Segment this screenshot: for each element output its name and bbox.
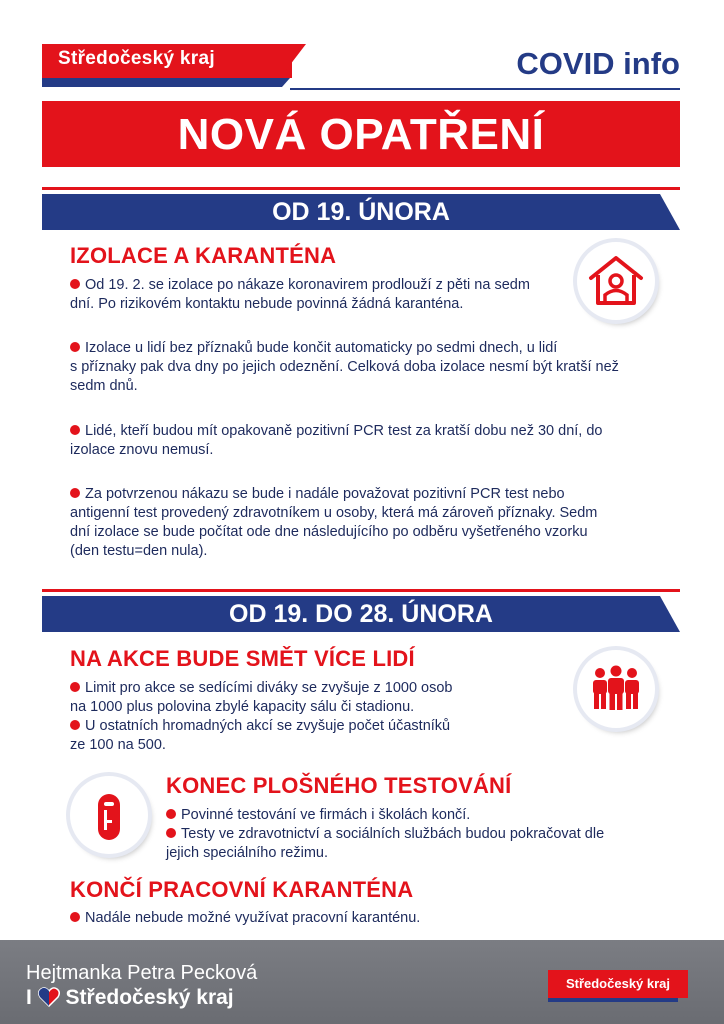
section2-bar-notch <box>660 596 680 632</box>
testing-heading: KONEC PLOŠNÉHO TESTOVÁNÍ <box>166 773 512 798</box>
bullet-dot <box>70 425 80 435</box>
footer-brand-badge: Středočeský kraj <box>548 970 688 998</box>
isolation-paragraph-3: Lidé, kteří budou mít opakovaně pozitivní PCR test za kratší dobu než 30 dní, do izolace znovu nemusí. <box>70 423 603 458</box>
footer-governor: Hejtmanka Petra Pecková <box>26 962 258 984</box>
brand-banner-stripe-cut <box>282 78 290 87</box>
work-quarantine-list <box>70 909 670 928</box>
list-item: U ostatních hromadných akcí se zvyšuje počet účastníků ze 100 na 500. <box>70 718 451 753</box>
section1-bar-stripe <box>42 187 680 190</box>
brand-name: Středočeský kraj <box>58 48 215 69</box>
bullet-dot <box>70 912 80 922</box>
events-list <box>70 679 550 755</box>
test-tube-icon <box>70 776 148 854</box>
bullet-dot <box>70 279 80 289</box>
section2-bar: OD 19. DO 28. ÚNORA <box>42 596 680 632</box>
bullet-dot <box>70 342 80 352</box>
bullet-dot <box>70 682 80 692</box>
footer-badge-stripe <box>548 998 678 1002</box>
bullet-dot <box>70 488 80 498</box>
list-item: Nadále nebude možné využívat pracovní karanténu. <box>70 909 670 928</box>
page-title: NOVÁ OPATŘENÍ <box>42 101 680 167</box>
isolation-paragraph-1: Od 19. 2. se izolace po nákaze koronavirem prodlouží z pěti na sedm dní. Po rizikovém kontaktu nebude povinná žádná karanténa. <box>70 277 530 312</box>
section1-bar-notch <box>660 194 680 230</box>
section1-bar: OD 19. ÚNORA <box>42 194 680 230</box>
brand-banner-cut <box>280 44 306 78</box>
group-of-people-icon <box>577 650 655 728</box>
header-rule <box>290 88 680 90</box>
isolation-paragraph-4: Za potvrzenou nákazu se bude i nadále považovat pozitivní PCR test nebo antigenní test provedený zdravotníkem u osoby, která má zároveň příznaky. Sedm dní izolace se bude počítat ode dne následujícího po odběru vyšetřeného vzorku (den testu=den nula). <box>70 486 598 559</box>
heart-icon <box>38 987 60 1013</box>
bullet-dot <box>70 720 80 730</box>
events-heading: NA AKCE BUDE SMĚT VÍCE LIDÍ <box>70 646 415 671</box>
section1-heading: IZOLACE A KARANTÉNA <box>70 243 337 268</box>
brand-banner-stripe <box>42 78 282 87</box>
testing-list <box>166 806 686 863</box>
list-item: Limit pro akce se sedícími diváky se zvyšuje z 1000 osob na 1000 plus polovina zbylé kapacity sálu či stadionu. <box>70 680 453 715</box>
house-person-icon <box>577 242 655 320</box>
bullet-dot <box>166 828 176 838</box>
section2-bar-stripe <box>42 589 680 592</box>
footer-slogan: I Středočeský kraj <box>26 986 234 1013</box>
list-item: Povinné testování ve firmách i školách končí. <box>166 806 686 825</box>
bullet-dot <box>166 809 176 819</box>
work-quarantine-heading: KONČÍ PRACOVNÍ KARANTÉNA <box>70 877 414 902</box>
covid-info-label: COVID info <box>516 46 680 81</box>
isolation-paragraph-2: Izolace u lidí bez příznaků bude končit automaticky po sedmi dnech, u lidí s příznaky pak dva dny po jejich odeznění. Celková doba izolace nesmí být kratší než sedm dnů. <box>70 340 619 394</box>
list-item: Testy ve zdravotnictví a sociálních službách budou pokračovat dle jejich speciálního režimu. <box>166 826 605 861</box>
